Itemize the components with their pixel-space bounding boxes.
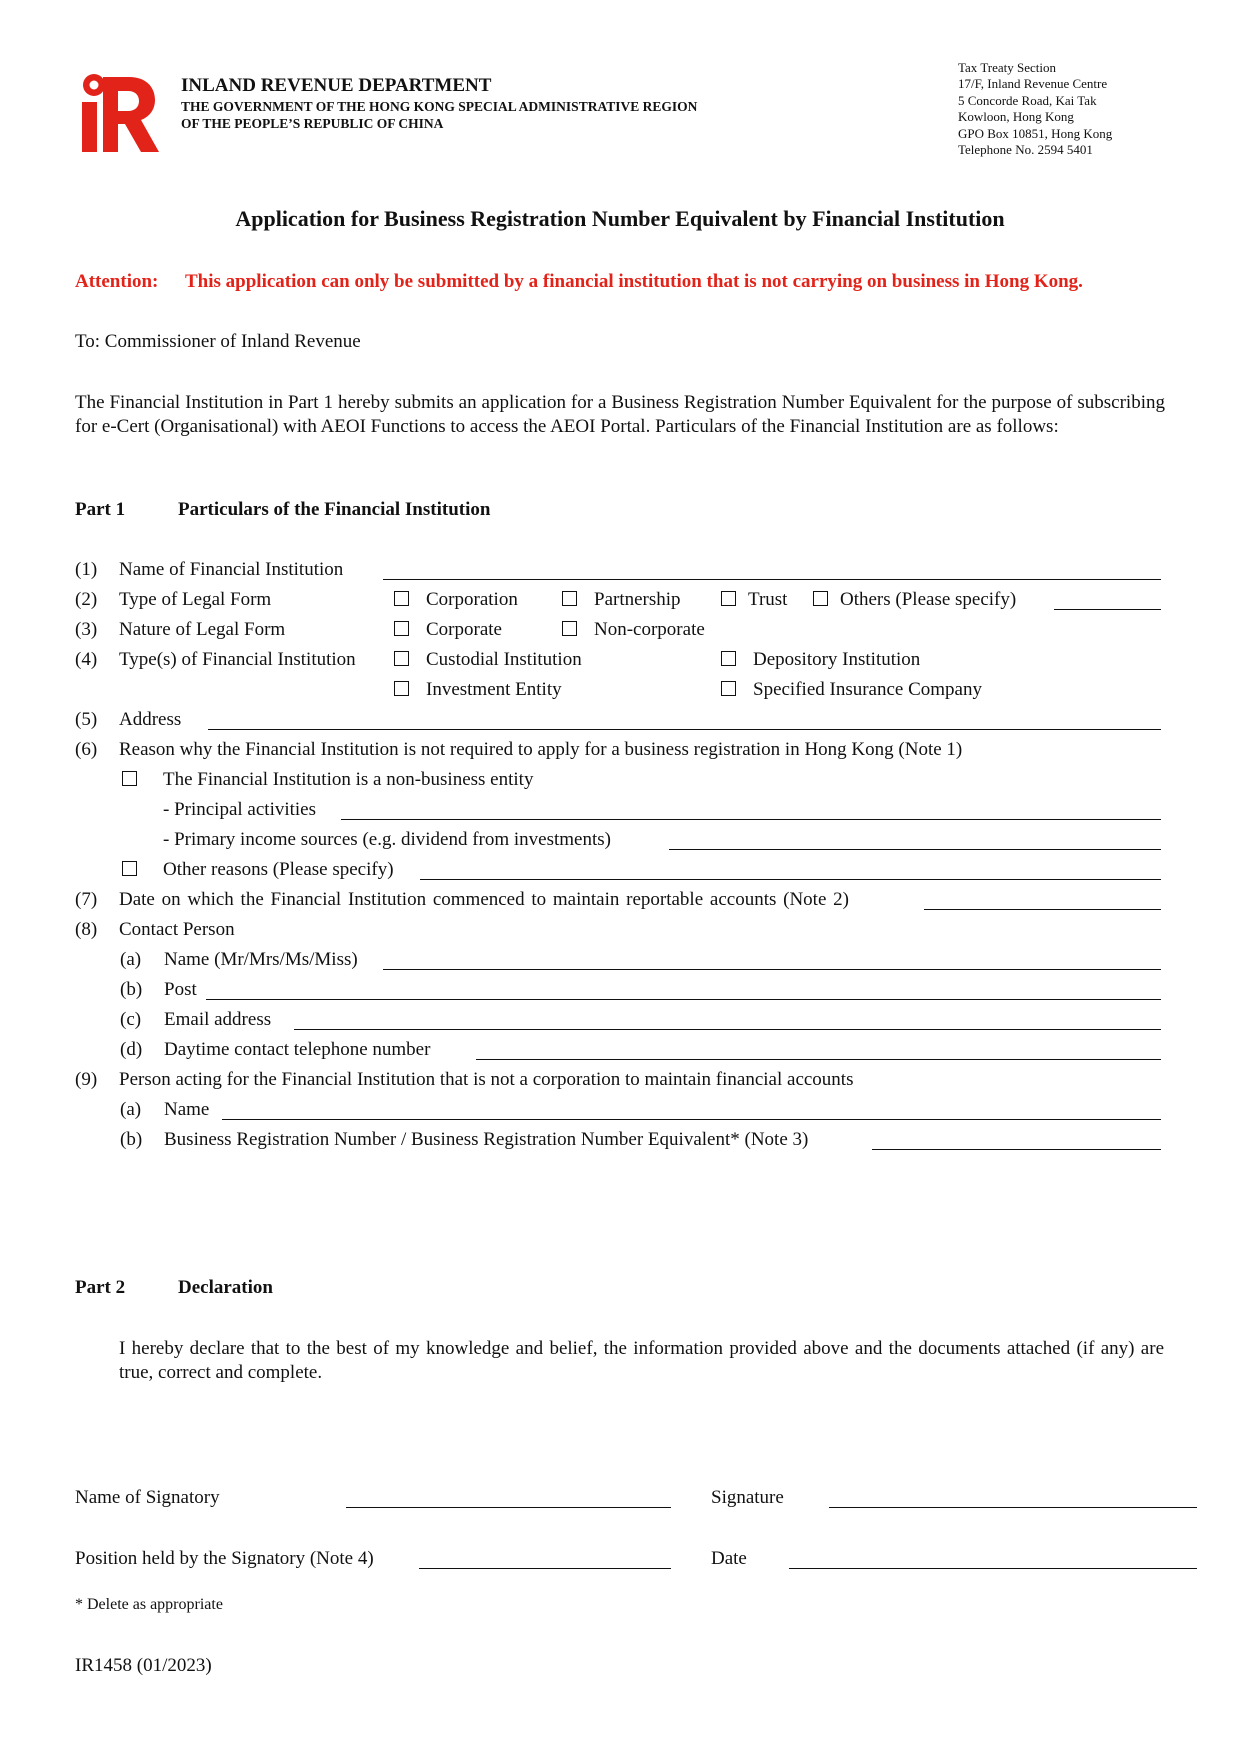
government-name	[181, 98, 697, 132]
checkbox-custodial[interactable]	[394, 648, 582, 672]
office-address	[958, 60, 1112, 158]
form-code: IR1458 (01/2023)	[75, 1655, 212, 1676]
address-line: Tax Treaty Section	[958, 60, 1057, 75]
item-label: Nature of Legal Form	[119, 619, 286, 640]
signatory-name-field[interactable]	[346, 1507, 671, 1508]
contact-email-label: Email address	[164, 1009, 272, 1030]
checkbox-square[interactable]	[394, 591, 409, 606]
declaration-text: I hereby declare that to the best of my knowledge and belief, the information provided above and the documents attached (if any) are true, correct and complete.	[119, 1338, 1164, 1383]
checkbox-depository[interactable]	[721, 648, 920, 672]
contact-email-field[interactable]	[294, 1029, 1161, 1030]
acting-person-brn-label: Business Registration Number / Business Registration Number Equivalent* (Note 3)	[164, 1129, 809, 1150]
contact-post-field[interactable]	[206, 999, 1161, 1000]
item-number: (3)	[75, 619, 98, 640]
fi-name-field[interactable]	[383, 579, 1161, 580]
principal-activities-field[interactable]	[341, 819, 1161, 820]
item-label: Name of Financial Institution	[119, 559, 344, 580]
checkbox-label: Custodial Institution	[426, 649, 582, 670]
sub-item-number: (a)	[120, 1099, 142, 1120]
form-title: Application for Business Registration Number Equivalent by Financial Institution	[235, 206, 1005, 231]
signatory-name-label: Name of Signatory	[75, 1487, 220, 1508]
date-label: Date	[711, 1548, 747, 1569]
government-line-1: THE GOVERNMENT OF THE HONG KONG SPECIAL ADMINISTRATIVE REGION	[181, 99, 698, 114]
checkbox-square[interactable]	[122, 771, 137, 786]
attention-notice	[75, 271, 1083, 293]
income-sources-field[interactable]	[669, 849, 1161, 850]
commence-date-field[interactable]	[924, 909, 1161, 910]
item-number: (9)	[75, 1069, 98, 1090]
checkbox-label: Partnership	[594, 589, 681, 610]
intro-paragraph: The Financial Institution in Part 1 hereby submits an application for a Business Registration Number Equivalent for the purpose of subscribing for e-Cert (Organisational) with AEOI Functions to access the AEOI Portal. Particulars of the Financial Institution are as follows:	[75, 392, 1165, 437]
contact-post-label: Post	[164, 979, 197, 1000]
checkbox-square[interactable]	[721, 681, 736, 696]
item-label: Contact Person	[119, 919, 235, 940]
checkbox-label: The Financial Institution is a non-business entity	[163, 769, 534, 790]
addressee: To: Commissioner of Inland Revenue	[75, 331, 361, 352]
checkbox-label: Trust	[748, 589, 788, 610]
signature-field[interactable]	[829, 1507, 1197, 1508]
checkbox-label: Non-corporate	[594, 619, 705, 640]
department-name: INLAND REVENUE DEPARTMENT	[181, 75, 492, 96]
ird-logo	[77, 72, 159, 152]
item-label: Date on which the Financial Institution commenced to maintain reportable accounts (Note 2)	[119, 889, 849, 910]
government-line-2: OF THE PEOPLE’S REPUBLIC OF CHINA	[181, 116, 444, 131]
sub-item-number: (d)	[120, 1039, 143, 1060]
checkbox-label: Investment Entity	[426, 679, 562, 700]
sub-item-number: (b)	[120, 979, 143, 1000]
item-label: Reason why the Financial Institution is not required to apply for a business registration in Hong Kong (Note 1)	[119, 739, 963, 760]
checkbox-square[interactable]	[394, 681, 409, 696]
item-label: Type of Legal Form	[119, 589, 272, 610]
signature-label: Signature	[711, 1487, 784, 1508]
checkbox-label: Corporate	[426, 619, 502, 640]
item-number: (4)	[75, 649, 98, 670]
attention-label: Attention:	[75, 271, 159, 292]
others-specify-field[interactable]	[1054, 609, 1161, 610]
acting-person-name-label: Name	[164, 1099, 210, 1120]
checkbox-non-business-entity[interactable]	[122, 768, 533, 792]
checkbox-square[interactable]	[562, 621, 577, 636]
contact-name-label: Name (Mr/Mrs/Ms/Miss)	[164, 949, 358, 970]
footnote: * Delete as appropriate	[75, 1596, 223, 1613]
checkbox-square[interactable]	[721, 651, 736, 666]
part2-heading: Declaration	[178, 1277, 273, 1298]
contact-name-field[interactable]	[383, 969, 1161, 970]
checkbox-square[interactable]	[721, 591, 736, 606]
part1-label: Part 1	[75, 499, 126, 520]
sub-item-number: (c)	[120, 1009, 142, 1030]
address-line: GPO Box 10851, Hong Kong	[958, 125, 1113, 141]
checkbox-non-corporate[interactable]	[562, 618, 705, 642]
checkbox-square[interactable]	[813, 591, 828, 606]
item-number: (7)	[75, 889, 98, 910]
item-number: (8)	[75, 919, 98, 940]
checkbox-investment-entity[interactable]	[394, 678, 562, 702]
checkbox-square[interactable]	[122, 861, 137, 876]
address-line: 17/F, Inland Revenue Centre	[958, 76, 1108, 92]
acting-person-name-field[interactable]	[222, 1119, 1161, 1120]
address-line: Telephone No. 2594 5401	[958, 142, 1093, 158]
checkbox-label: Specified Insurance Company	[753, 679, 982, 700]
checkbox-corporate[interactable]	[394, 618, 502, 642]
item-number: (2)	[75, 589, 98, 610]
address-line: Kowloon, Hong Kong	[958, 109, 1074, 125]
item-number: (5)	[75, 709, 98, 730]
checkbox-trust[interactable]	[721, 588, 787, 612]
date-field[interactable]	[789, 1568, 1197, 1569]
checkbox-insurance[interactable]	[721, 678, 982, 702]
checkbox-label: Depository Institution	[753, 649, 921, 670]
checkbox-other-reasons[interactable]	[122, 858, 394, 882]
checkbox-corporation[interactable]	[394, 588, 518, 612]
item-label: Person acting for the Financial Institution that is not a corporation to maintain financial accounts	[119, 1069, 854, 1090]
acting-person-brn-field[interactable]	[872, 1149, 1161, 1150]
checkbox-label: Others (Please specify)	[840, 589, 1017, 610]
checkbox-partnership[interactable]	[562, 588, 681, 612]
item-number: (6)	[75, 739, 98, 760]
address-line: 5 Concorde Road, Kai Tak	[958, 92, 1097, 108]
item-label: Type(s) of Financial Institution	[119, 649, 356, 670]
signatory-position-label: Position held by the Signatory (Note 4)	[75, 1548, 374, 1569]
checkbox-square[interactable]	[394, 621, 409, 636]
principal-activities-label: - Principal activities	[163, 799, 317, 820]
attention-text: This application can only be submitted by a financial institution that is not carrying on business in Hong Kong.	[185, 271, 1083, 292]
other-reasons-field[interactable]	[420, 879, 1161, 880]
part2-label: Part 2	[75, 1277, 126, 1298]
sub-item-number: (a)	[120, 949, 142, 970]
contact-phone-label: Daytime contact telephone number	[164, 1039, 431, 1060]
checkbox-square[interactable]	[562, 591, 577, 606]
income-sources-label: - Primary income sources (e.g. dividend from investments)	[163, 829, 611, 850]
sub-item-number: (b)	[120, 1129, 143, 1150]
item-label: Address	[119, 709, 182, 730]
item-number: (1)	[75, 559, 98, 580]
checkbox-others[interactable]	[813, 588, 1016, 612]
contact-phone-field[interactable]	[476, 1059, 1161, 1060]
signatory-position-field[interactable]	[419, 1568, 671, 1569]
address-field[interactable]	[208, 729, 1161, 730]
checkbox-label: Other reasons (Please specify)	[163, 859, 394, 880]
checkbox-square[interactable]	[394, 651, 409, 666]
checkbox-label: Corporation	[426, 589, 518, 610]
part1-heading: Particulars of the Financial Institution	[178, 499, 491, 520]
